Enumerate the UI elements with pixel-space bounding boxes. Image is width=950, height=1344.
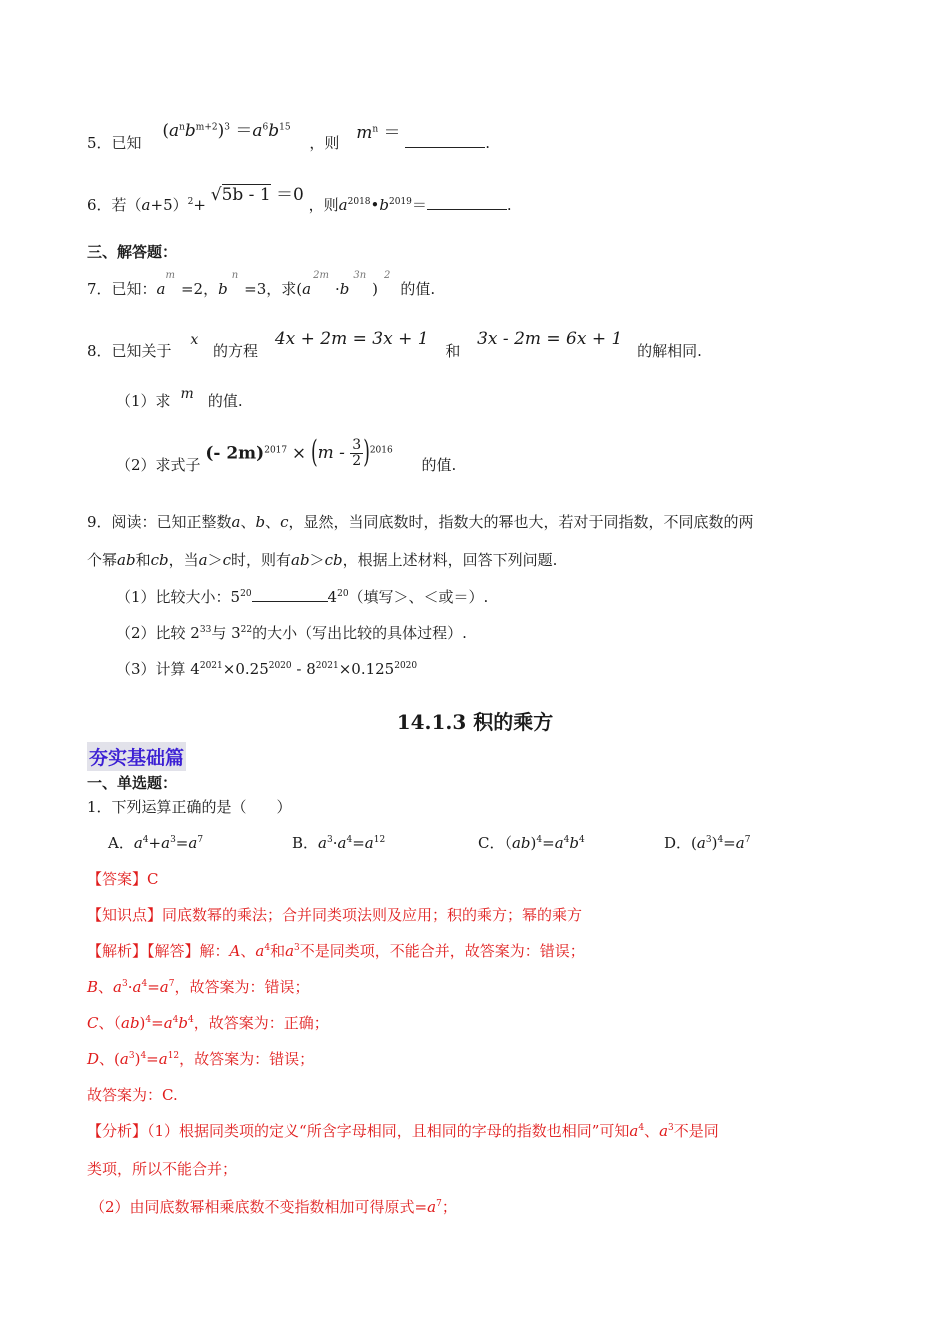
analysis-note-3: （2）由同底数幂相乘底数不变指数相加可得原式$=a^7$；: [90, 1198, 457, 1216]
analysis-d: D、$(a^3)^4=a^{12}$，故答案为：错误；: [87, 1050, 315, 1068]
question-9-line-1: 9．阅读：已知正整数a、b、c，显然，当同底数时，指数大的幂也大，若对于同指数，不同底数的两: [87, 513, 754, 531]
sub-title: 一、单选题：: [87, 774, 178, 792]
final-answer: 故答案为：C.: [87, 1086, 178, 1104]
answer-label: 【答案】C: [87, 870, 159, 888]
option-c[interactable]: C．$(ab)^4=a^4b^4$: [478, 834, 585, 852]
analysis-c: C、$(ab)^4=a^4b^4$，故答案为：正确；: [87, 1014, 329, 1032]
option-b[interactable]: B．$a^3\cdot a^4=a^{12}$: [292, 834, 386, 852]
highlight-heading: 夯实基础篇: [87, 742, 186, 771]
question-5: 5．已知 $(a^nb^{m+2})^3 =a^6b^{15}$ ，则 $m^n$ ＝ .: [87, 121, 491, 152]
q5-ask: $m^n$ ＝: [356, 123, 401, 143]
analysis-a: 【解析】【解答】解：A、$a^4$和$a^3$不是同类项，不能合并，故答案为：错误；: [87, 942, 585, 960]
fraction: $\frac{3}{2}$: [352, 437, 362, 470]
answer-blank[interactable]: [427, 195, 507, 210]
question-8-part-2: （2）求式子 (- 2m)$^{2017}$ × (m - $\frac{3}{2}$ )$^{2016}$ 的值.: [116, 435, 457, 475]
answer-blank[interactable]: [405, 133, 485, 148]
question-9-part-3: （3）计算 $4^{2021}\times 0.25^{2020} - 8^{2021}\times 0.125^{2020}$: [116, 660, 418, 678]
mc-question-stem: 1．下列运算正确的是（ ）: [87, 798, 292, 816]
question-9-part-1: （1）比较大小：$5^{20}$ $4^{20}$（填写＞、＜或＝）.: [116, 588, 489, 606]
question-9-part-2: （2）比较 $2^{33}$与 $3^{22}$的大小（写出比较的具体过程）.: [116, 624, 467, 642]
question-8-part-1: （1）求 m 的值.: [116, 386, 243, 410]
question-9-line-2: 个幂ab和cb，当a＞c时，则有ab＞cb，根据上述材料，回答下列问题.: [87, 551, 558, 569]
analysis-b: B、$a^3\cdot a^4=a^7$，故答案为：错误；: [87, 978, 310, 996]
section-3-title: 三、解答题：: [87, 243, 178, 261]
knowledge-points: 【知识点】同底数幂的乘法；合并同类项法则及应用；积的乘方；幂的乘方: [87, 906, 583, 924]
analysis-note-2: 类项，所以不能合并；: [87, 1160, 238, 1178]
question-7: 7．已知：$a^m=2$，$b^n=3$，求$(a^{2m}\cdot b^{3n})^2$的值.: [87, 270, 436, 298]
q6-sqrt: √5b - 1 ＝0: [210, 185, 304, 205]
question-8: 8．已知关于 x 的方程 4x + 2m = 3x + 1 和 3x - 2m = 6x + 1 的解相同.: [87, 329, 702, 360]
question-6: 6．若$(a+5)^2+ √5b - 1 =0$ ，则$a^{2018}•b^{2019}=$ .: [87, 185, 512, 214]
section-title: 14.1.3 积的乘方: [396, 710, 554, 734]
option-d[interactable]: D．$(a^3)^4=a^7$: [664, 834, 751, 852]
q8-equation-1: 4x + 2m = 3x + 1: [274, 329, 429, 349]
answer-blank[interactable]: [252, 587, 328, 602]
analysis-note-1: 【分析】（1）根据同类项的定义“所含字母相同，且相同的字母的指数也相同”可知$a^4$、$a^3$不是同: [87, 1122, 719, 1140]
option-a[interactable]: A．$a^4+a^3=a^7$: [108, 834, 204, 852]
q5-equation: $(a^nb^{m+2})^3 =a^6b^{15}$: [162, 121, 291, 141]
q8-equation-2: 3x - 2m = 6x + 1: [477, 329, 623, 349]
